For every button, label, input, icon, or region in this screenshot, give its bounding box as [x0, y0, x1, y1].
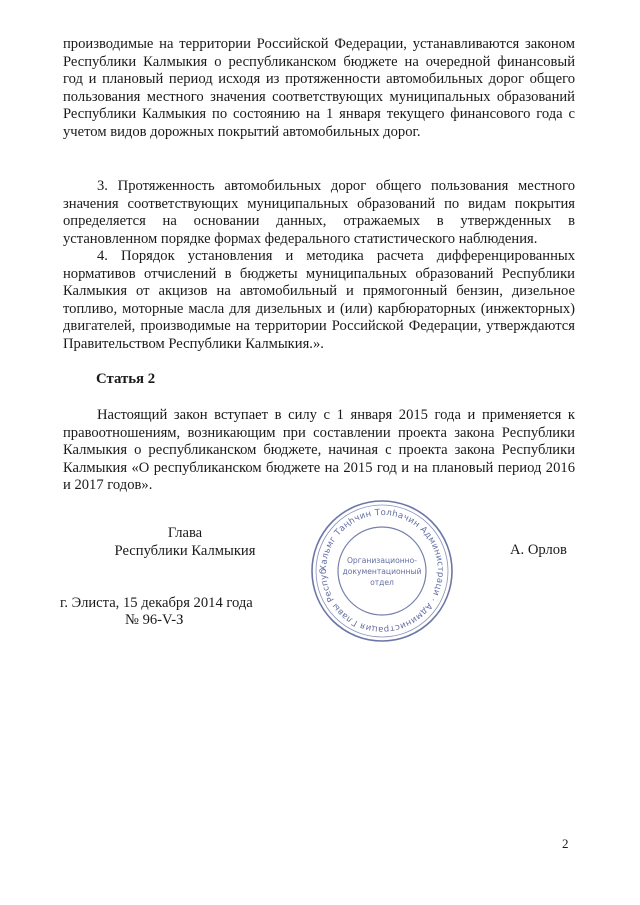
paragraph-clause-3: 3. Протяженность автомобильных дорог общего пользования местного значения соответствующих муниципальных образований по видам покрытия определяется на основании данных, отражаемых в утвержденных в установленном порядке формах федерального статистического наблюдения. [63, 178, 575, 247]
article-2-heading: Статья 2 [96, 371, 156, 387]
seal-center-line-3: отдел [370, 578, 394, 587]
seal-center-line-1: Организационно- [346, 556, 418, 565]
signer-name: А. Орлов [510, 542, 567, 558]
signatory-title [85, 524, 285, 560]
place-and-date: г. Элиста, 15 декабря 2014 года [60, 595, 253, 611]
official-seal [308, 497, 456, 645]
signatory-title-line-2: Республики Калмыкия [114, 543, 256, 559]
seal-center-line-2: документационный [342, 567, 422, 576]
paragraph-continuation: производимые на территории Российской Федерации, устанавливаются законом Республики Калмыкия о республиканском бюджете на очередной финансовый год и плановый период исходя из протяженности автомобильных дорог общего пользования местного значения соответствующих муниципальных образований Республики Калмыкия по состоянию на 1 января текущего финансового года с учетом видов дорожных покрытий автомобильных дорог. [63, 36, 575, 140]
page-number: 2 [562, 836, 569, 851]
paragraph-article-2: Настоящий закон вступает в силу с 1 января 2015 года и применяется к правоотношениям, возникающим при составлении проекта закона Республики Калмыкия о республиканском бюджете, начиная с проекта закона Республики Калмыкия «О республиканском бюджете на 2015 год и на плановый период 2016 и 2017 годов». [63, 407, 575, 494]
seal-stamp-graphic [308, 497, 456, 645]
paragraph-clause-4: 4. Порядок установления и методика расчета дифференцированных нормативов отчислений в бюджеты муниципальных образований Республики Калмыкия от акцизов на автомобильный и прямогонный бензин, дизельное топливо, моторные масла для дизельных и (или) карбюраторных (инжекторных) двигателей, производимые на территории Российской Федерации, утверждаются Правительством Республики Калмыкия.». [63, 248, 575, 352]
signatory-title-line-1: Глава [167, 525, 203, 541]
law-number: № 96-V-З [125, 612, 184, 628]
svg-text:Хальмг Таңһчин Толһачин Админи [308, 497, 445, 634]
seal-outer-ring-text: Хальмг Таңһчин Толһачин Администраци · Администрация Главы Респуб [318, 507, 446, 635]
